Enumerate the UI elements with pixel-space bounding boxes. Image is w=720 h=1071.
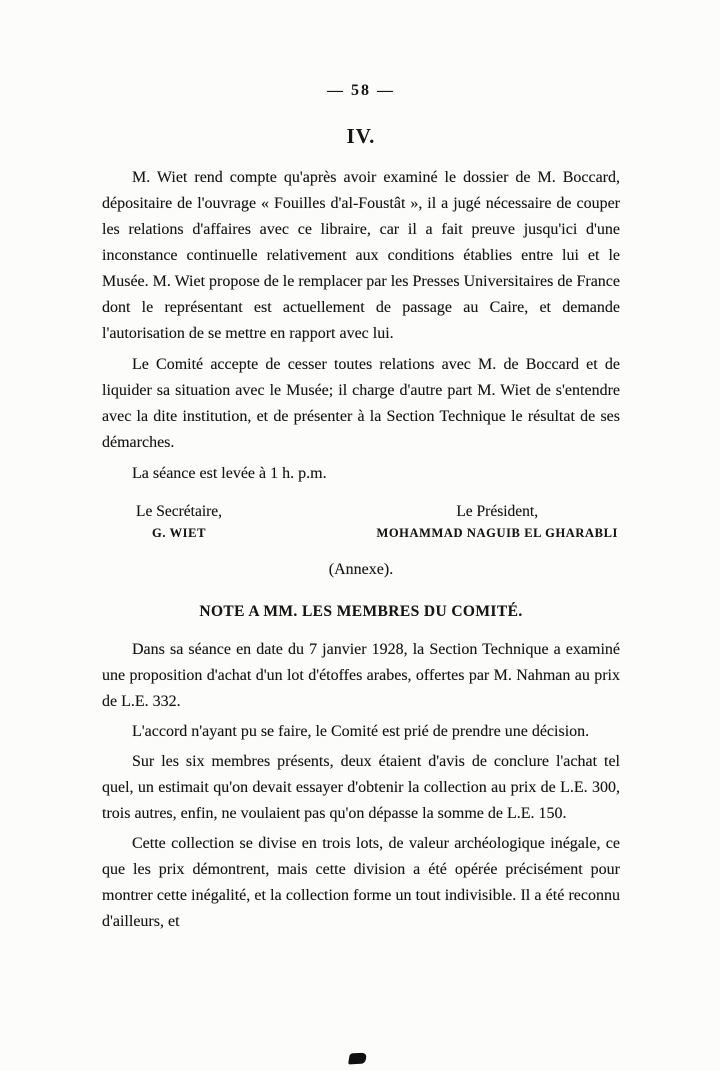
minutes-paragraph-1: M. Wiet rend compte qu'après avoir examiné le dossier de M. Boccard, dépositaire de l'ouvrage « Fouilles d'al-Foustât », il a jugé nécessaire de couper les relations d'affaires avec ce libraire, car il a fait preuve jusqu'ici d'une inconstance continuelle relativement aux conditions établies entre lui et le Musée. M. Wiet propose de le remplacer par les Presses Universitaires de France dont le représentant est actuellement de passage au Caire, et demande l'autorisation de se mettre en rapport avec lui. <box>102 169 620 342</box>
annex-body <box>102 637 620 935</box>
annex-paragraph-3: Sur les six membres présents, deux étaient d'avis de conclure l'achat tel quel, un estimait qu'on devait essayer d'obtenir la collection au prix de L.E. 300, trois autres, enfin, ne voulaient pas qu'on dépasse la somme de L.E. 150. <box>102 753 620 822</box>
section-heading: IV. <box>346 124 376 148</box>
minutes-paragraph-2: Le Comité accepte de cesser toutes relations avec M. de Boccard et de liquider sa situation avec le Musée; il charge d'autre part M. Wiet de s'entendre avec la dite institution, et de présenter à la Section Technique le résultat de ses démarches. <box>102 356 620 451</box>
secretary-name: G. WIET <box>152 526 207 540</box>
president-signature <box>376 503 618 541</box>
secretary-signature <box>136 503 222 541</box>
annex-paragraph-1: Dans sa séance en date du 7 janvier 1928, la Section Technique a examiné une proposition d'achat d'un lot d'étoffes arabes, offertes par M. Nahman au prix de L.E. 332. <box>102 641 620 710</box>
president-name: MOHAMMAD NAGUIB EL GHARABLI <box>376 526 618 540</box>
page-number: — 58 — <box>327 82 395 99</box>
annex-paragraph-2: L'accord n'ayant pu se faire, le Comité est prié de prendre une décision. <box>132 723 590 740</box>
annex-label: (Annexe). <box>328 561 394 578</box>
annex-paragraph-4: Cette collection se divise en trois lots, de valeur archéologique inégale, ce que les prix démontrent, mais cette division a été opérée précisément pour montrer cette inégalité, et la collection forme un tout indivisible. Il a été reconnu d'ailleurs, et <box>102 835 620 930</box>
annex-heading: NOTE A MM. LES MEMBRES DU COMITÉ. <box>199 603 523 620</box>
secretary-title: Le Secrétaire, <box>136 503 223 520</box>
closing-statement: La séance est levée à 1 h. p.m. <box>132 465 327 482</box>
signature-block <box>102 503 620 541</box>
minutes-body <box>102 165 620 487</box>
president-title: Le Président, <box>456 503 539 520</box>
